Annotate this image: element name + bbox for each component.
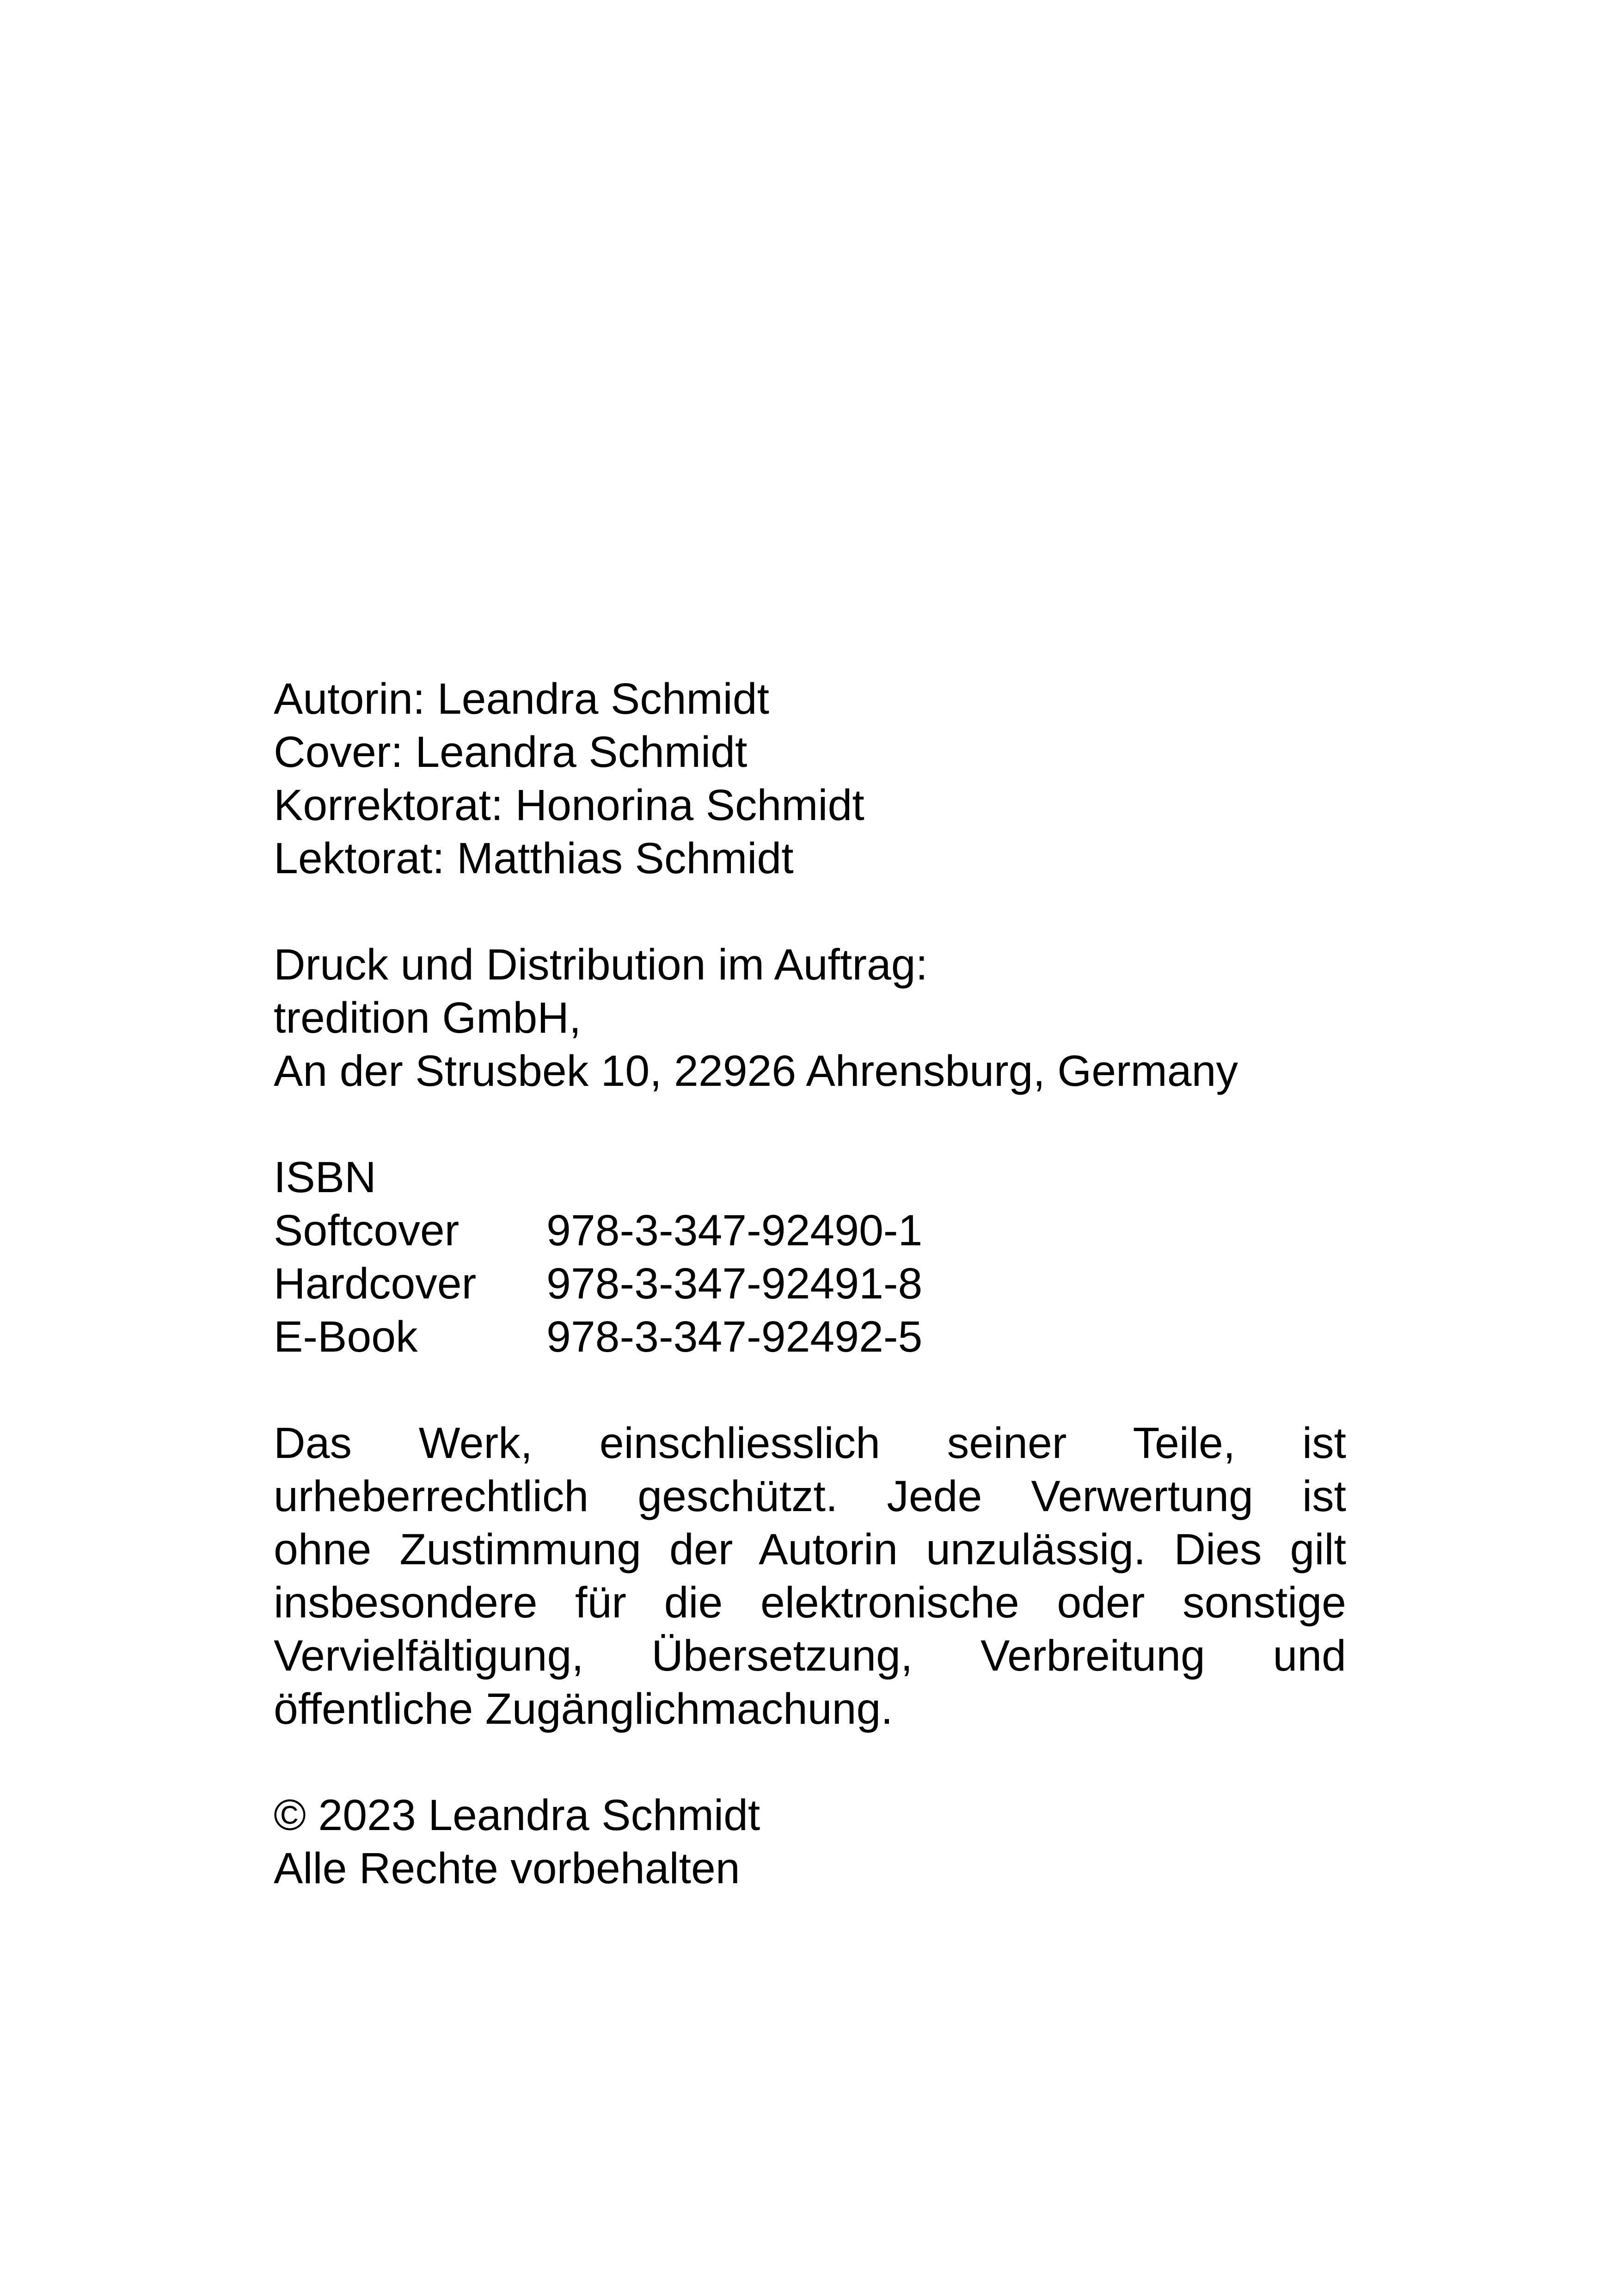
isbn-number: 978-3-347-92492-5 [546, 1312, 923, 1361]
credit-author: Autorin: Leandra Schmidt [274, 674, 769, 723]
isbn-format: Softcover [274, 1206, 460, 1255]
spacer [274, 885, 1346, 938]
copyright-line: © 2023 Leandra Schmidt [274, 1791, 760, 1840]
paragraph-line: Vervielfältigung, Übersetzung, Verbreitung und [274, 1631, 1346, 1680]
isbn-format: Hardcover [274, 1259, 477, 1308]
imprint-content [274, 673, 1346, 1895]
distribution-address: An der Strusbek 10, 22926 Ahrensburg, Germany [274, 1047, 1238, 1096]
paragraph-line: insbesondere für die elektronische oder sonstige [274, 1578, 1346, 1627]
isbn-block [274, 1151, 1346, 1364]
spacer [274, 1364, 1346, 1417]
distribution-company: tredition GmbH, [274, 993, 582, 1042]
isbn-heading: ISBN [274, 1153, 376, 1202]
isbn-number: 978-3-347-92491-8 [546, 1259, 923, 1308]
paragraph-line: öffentliche Zugänglichmachung. [274, 1684, 893, 1733]
copyright-notice-paragraph [274, 1417, 1346, 1736]
isbn-row-softcover [274, 1204, 1346, 1257]
credit-editing: Lektorat: Matthias Schmidt [274, 834, 794, 883]
paragraph-line: Das Werk, einschliesslich seiner Teile, ist [274, 1419, 1346, 1468]
paragraph-line: urheberrechtlich geschützt. Jede Verwertung ist [274, 1472, 1346, 1521]
isbn-row-ebook [274, 1310, 1346, 1364]
credit-proofreading: Korrektorat: Honorina Schmidt [274, 781, 864, 830]
isbn-row-hardcover [274, 1257, 1346, 1310]
distribution-heading: Druck und Distribution im Auftrag: [274, 940, 928, 989]
spacer [274, 1098, 1346, 1151]
spacer [274, 1736, 1346, 1789]
rights-reserved-line: Alle Rechte vorbehalten [274, 1844, 740, 1893]
credits-block [274, 673, 1346, 885]
distribution-block [274, 938, 1346, 1098]
isbn-format: E-Book [274, 1312, 418, 1361]
isbn-number: 978-3-347-92490-1 [546, 1206, 923, 1255]
footer-block [274, 1789, 1346, 1895]
paragraph-line: ohne Zustimmung der Autorin unzulässig. Dies gilt [274, 1525, 1346, 1574]
credit-cover: Cover: Leandra Schmidt [274, 728, 748, 777]
